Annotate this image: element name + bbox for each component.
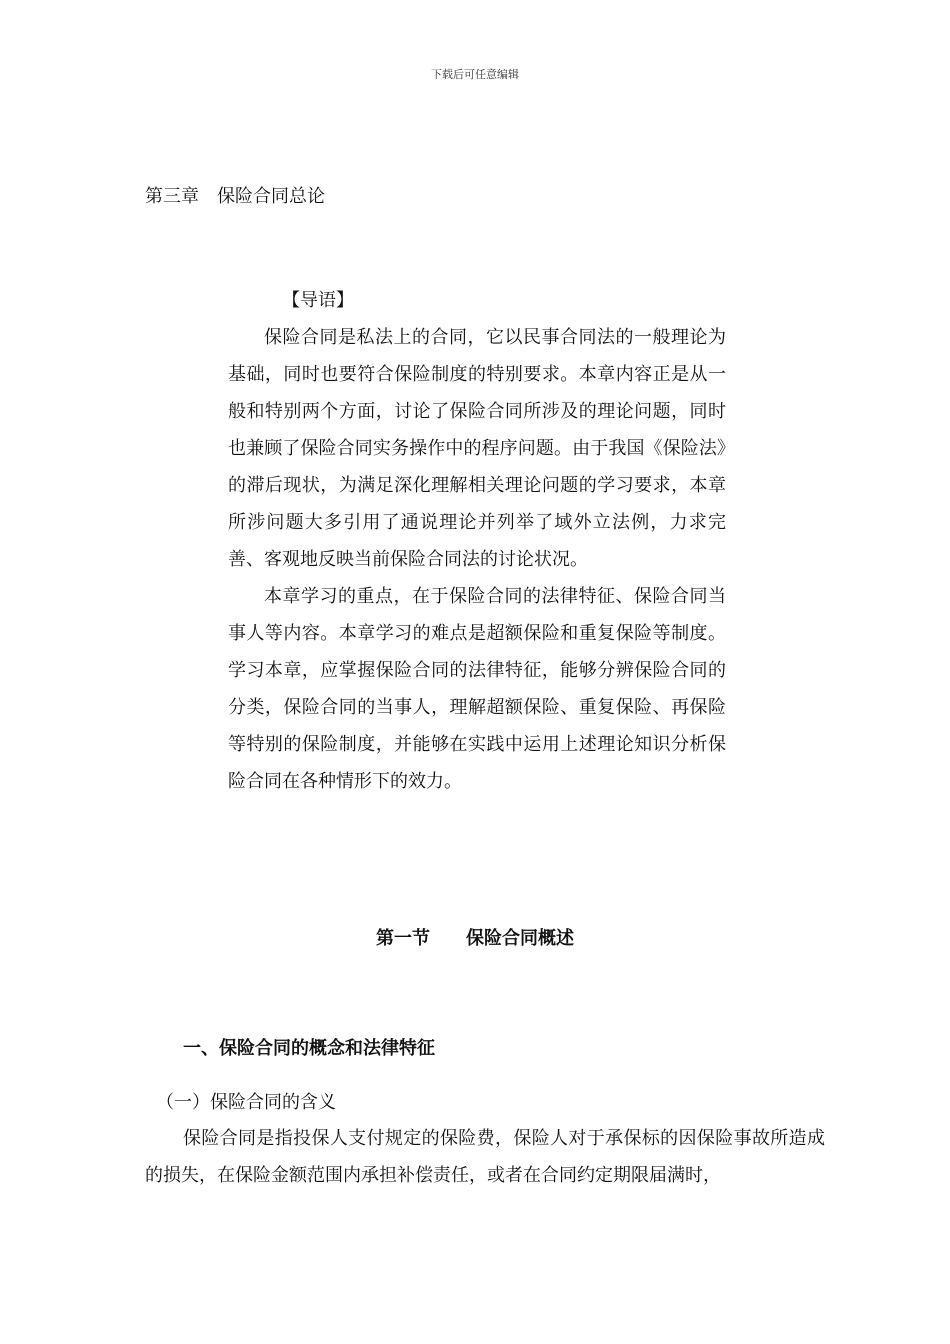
section-title: 第一节 保险合同概述 bbox=[376, 928, 574, 949]
chapter-title: 第三章 保险合同总论 bbox=[145, 186, 325, 207]
body-paragraph: 保险合同是指投保人支付规定的保险费，保险人对于承保标的因保险事故所造成的损失，在保险金额范围内承担补偿责任，或者在合同约定期限届满时， bbox=[145, 1128, 825, 1186]
subsection-heading: 一、保险合同的概念和法律特征 bbox=[183, 1038, 435, 1059]
intro-block bbox=[228, 282, 726, 800]
item-heading: （一）保险合同的含义 bbox=[156, 1092, 336, 1113]
intro-paragraph: 保险合同是私法上的合同，它以民事合同法的一般理论为基础，同时也要符合保险制度的特别要求。本章内容正是从一般和特别两个方面，讨论了保险合同所涉及的理论问题，同时也兼顾了保险合同实务操作中的程序问题。由于我国《保险法》的滞后现状，为满足深化理解相关理论问题的学习要求，本章所涉问题大多引用了通说理论并列举了域外立法例，力求完善、客观地反映当前保险合同法的讨论状况。 bbox=[228, 327, 726, 570]
intro-paragraph: 本章学习的重点，在于保险合同的法律特征、保险合同当事人等内容。本章学习的难点是超额保险和重复保险等制度。学习本章，应掌握保险合同的法律特征，能够分辨保险合同的分类，保险合同的当事人，理解超额保险、重复保险、再保险等特别的保险制度，并能够在实践中运用上述理论知识分析保险合同在各种情形下的效力。 bbox=[228, 586, 726, 792]
intro-heading: 【导语】 bbox=[282, 290, 354, 311]
page-header: 下载后可任意编辑 bbox=[431, 68, 519, 81]
